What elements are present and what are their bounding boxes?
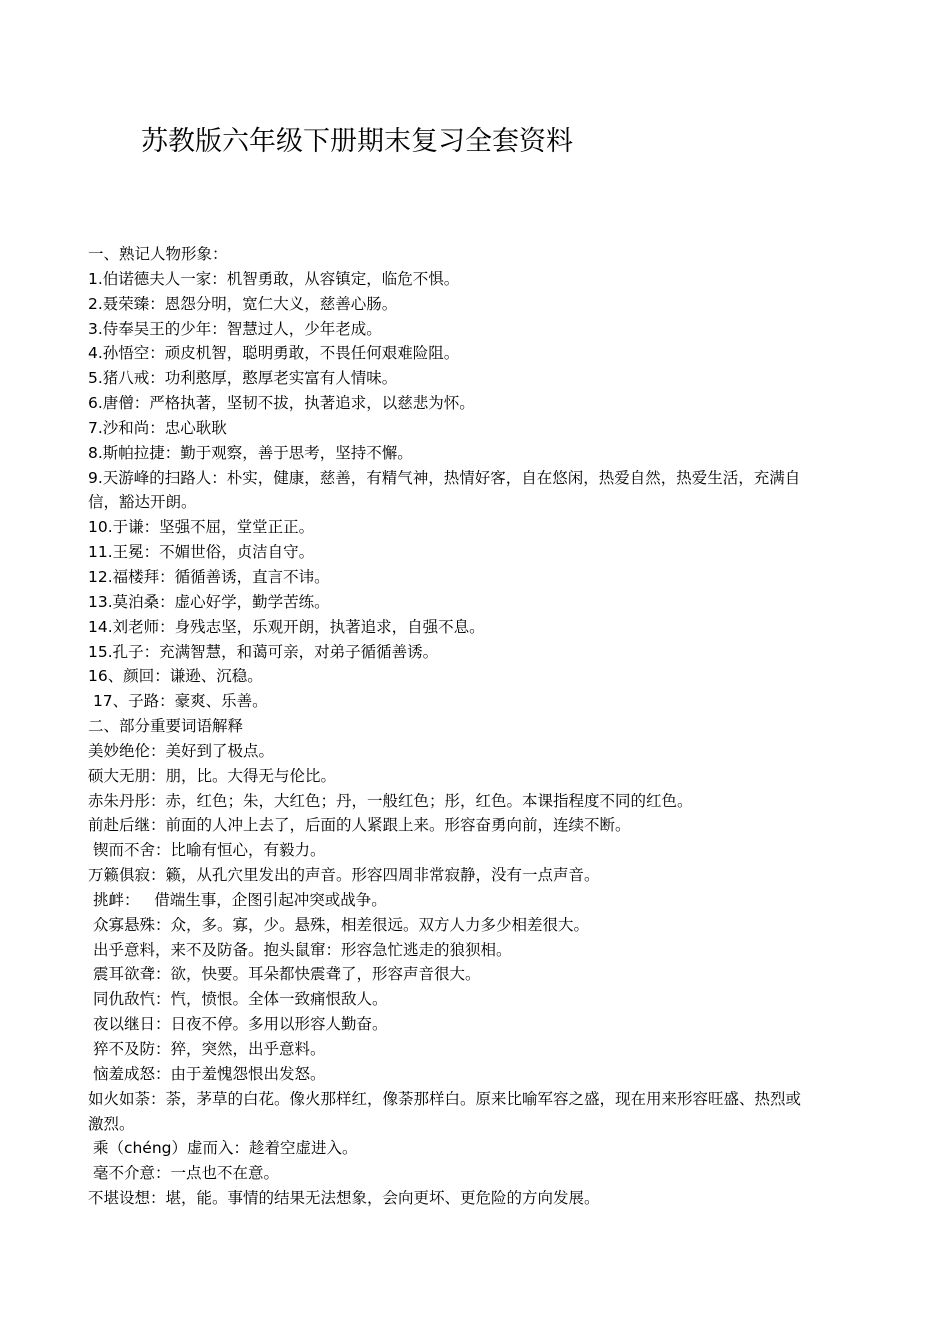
text-line: 7.沙和尚：忠心耿耿	[88, 418, 227, 437]
text-line: 4.孙悟空：顽皮机智，聪明勇敢，不畏任何艰难险阻。	[88, 344, 460, 363]
text-line: 10.于谦：坚强不屈，堂堂正正。	[88, 518, 315, 537]
text-line: 硕大无朋：朋，比。大得无与伦比。	[88, 766, 337, 785]
text-line: 众寡悬殊：众，多。寡，少。悬殊，相差很远。双方人力多少相差很大。	[88, 915, 589, 934]
text-line: 激烈。	[88, 1114, 135, 1133]
text-line: 2.聂荣臻：恩怨分明，宽仁大义，慈善心肠。	[88, 294, 398, 313]
text-line: 美妙绝伦：美好到了极点。	[88, 741, 275, 760]
text-line: 夜以继日：日夜不停。多用以形容人勤奋。	[88, 1015, 388, 1034]
text-line: 信，豁达开朗。	[88, 493, 197, 512]
text-line: 如火如荼：荼，茅草的白花。像火那样红，像荼那样白。原来比喻军容之盛，现在用来形容旺盛、热烈或	[88, 1089, 802, 1108]
text-line: 赤朱丹彤：赤，红色；朱，大红色；丹，一般红色；彤，红色。本课指程度不同的红色。	[88, 791, 693, 810]
text-line: 乘（chéng）虚而入：趁着空虚进入。	[88, 1139, 358, 1158]
text-line: 14.刘老师：身残志坚，乐观开朗，执著追求，自强不息。	[88, 617, 485, 636]
text-line: 6.唐僧：严格执著，坚韧不拔，执著追求，以慈悲为怀。	[88, 394, 475, 413]
text-line: 同仇敌忾：忾，愤恨。全体一致痛恨敌人。	[88, 990, 388, 1009]
text-line: 出乎意料，来不及防备。抱头鼠窜：形容急忙逃走的狼狈相。	[88, 940, 512, 959]
text-line: 毫不介意：一点也不在意。	[88, 1164, 279, 1183]
text-line: 17、子路：豪爽、乐善。	[88, 692, 268, 711]
text-line: 8.斯帕拉捷：勤于观察，善于思考，坚持不懈。	[88, 443, 413, 462]
text-line: 锲而不舍：比喻有恒心，有毅力。	[88, 841, 326, 860]
text-line: 11.王冕：不媚世俗，贞洁自守。	[88, 543, 315, 562]
section-heading-characters: 一、熟记人物形象：	[88, 245, 228, 263]
text-line: 不堪设想：堪，能。事情的结果无法想象，会向更坏、更危险的方向发展。	[88, 1189, 600, 1208]
text-line: 1.伯诺德夫人一家：机智勇敢，从容镇定，临危不惧。	[88, 269, 460, 288]
section-heading-vocabulary: 二、部分重要词语解释	[88, 717, 244, 736]
text-line: 恼羞成怒：由于羞愧怨恨出发怒。	[88, 1064, 326, 1083]
text-line: 16、颜回：谦逊、沉稳。	[88, 667, 263, 686]
text-line: 15.孔子：充满智慧，和蔼可亲，对弟子循循善诱。	[88, 642, 439, 661]
text-line: 13.莫泊桑：虚心好学，勤学苦练。	[88, 592, 330, 611]
text-line: 5.猪八戒：功利憨厚，憨厚老实富有人情味。	[88, 369, 398, 388]
text-line: 前赴后继：前面的人冲上去了，后面的人紧跟上来。形容奋勇向前，连续不断。	[88, 816, 631, 835]
document-title: 苏教版六年级下册期末复习全套资料	[141, 126, 573, 157]
text-line: 万籁俱寂：籁，从孔穴里发出的声音。形容四周非常寂静，没有一点声音。	[88, 866, 600, 885]
text-line: 震耳欲聋：欲，快要。耳朵都快震聋了，形容声音很大。	[88, 965, 481, 984]
text-line: 猝不及防：猝，突然，出乎意料。	[88, 1040, 326, 1058]
text-line: 9.天游峰的扫路人：朴实，健康，慈善，有精气神，热情好客，自在悠闲，热爱自然，热爱生活，充满自	[88, 468, 801, 487]
document-body	[88, 242, 868, 1211]
text-line: 12.福楼拜：循循善诱，直言不讳。	[88, 567, 330, 586]
text-line: 3.侍奉吴王的少年：智慧过人，少年老成。	[88, 319, 382, 338]
text-line: 挑衅： 借端生事，企图引起冲突或战争。	[88, 890, 387, 909]
